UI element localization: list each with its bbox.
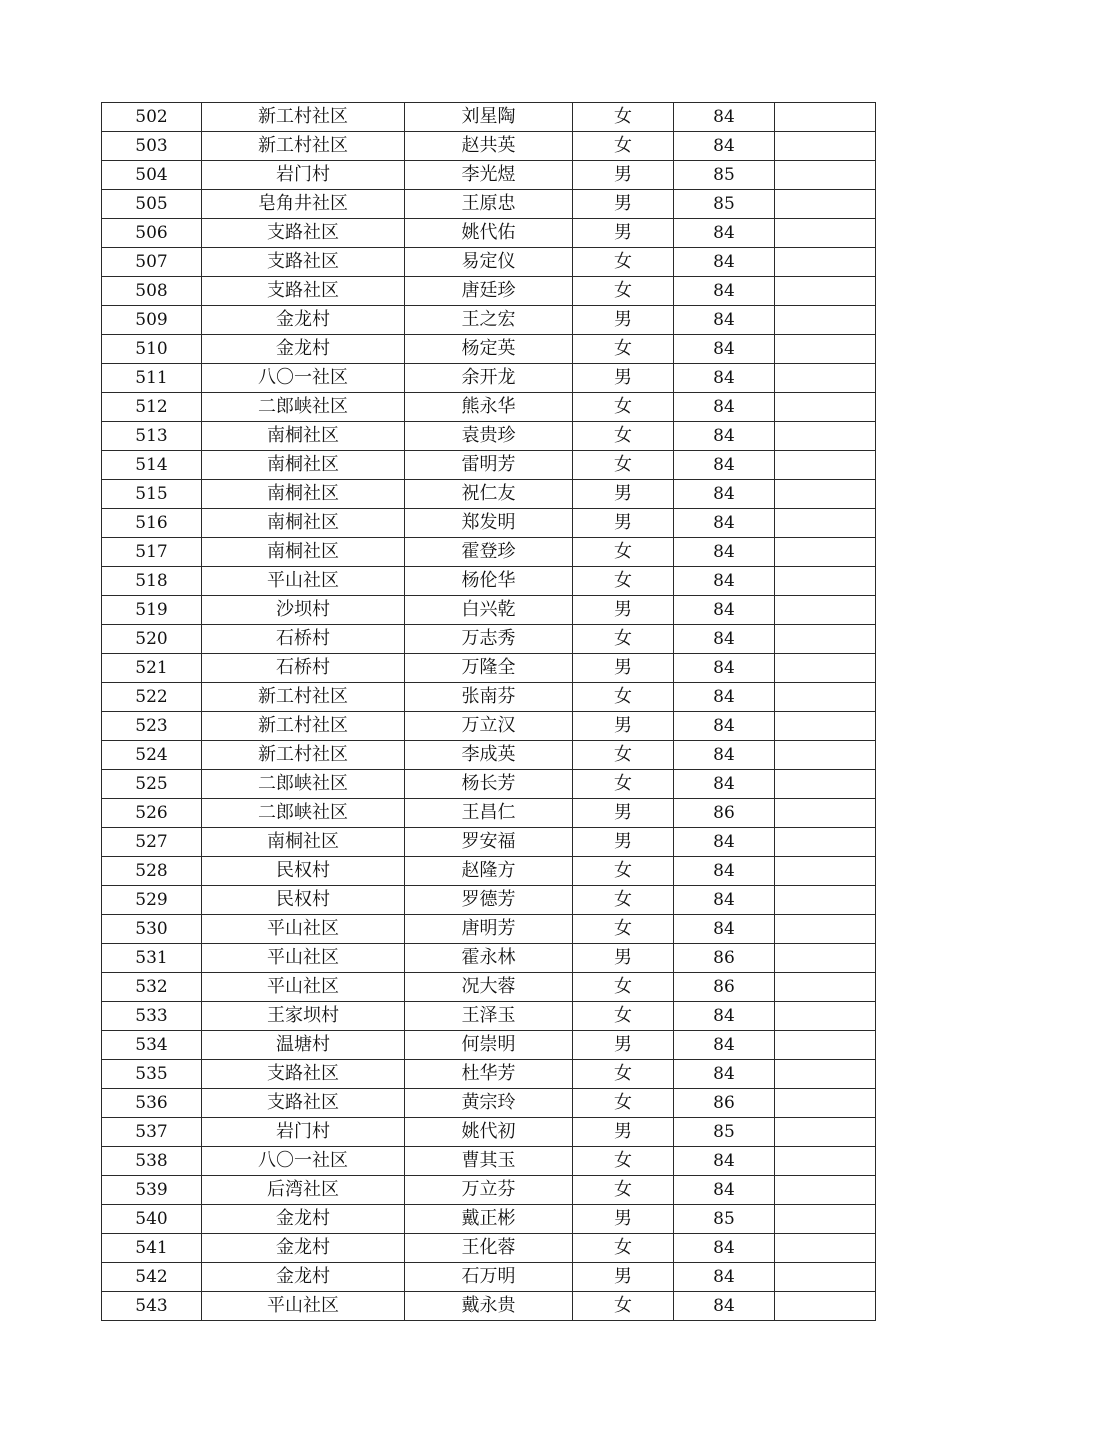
table-row — [102, 1205, 876, 1234]
serial-number-cell: 536 — [102, 1089, 202, 1118]
serial-number-cell: 528 — [102, 857, 202, 886]
gender-cell: 女 — [573, 1292, 674, 1321]
age-cell: 84 — [674, 1263, 775, 1292]
person-name-cell: 石万明 — [405, 1263, 573, 1292]
age-cell: 84 — [674, 480, 775, 509]
gender-cell: 男 — [573, 828, 674, 857]
table-row — [102, 741, 876, 770]
table-row — [102, 770, 876, 799]
community-cell: 新工村社区 — [202, 103, 405, 132]
community-cell: 新工村社区 — [202, 741, 405, 770]
age-cell: 84 — [674, 1234, 775, 1263]
serial-number-cell: 519 — [102, 596, 202, 625]
remarks-cell — [775, 741, 876, 770]
remarks-cell — [775, 132, 876, 161]
person-name-cell: 姚代初 — [405, 1118, 573, 1147]
person-name-cell: 万隆全 — [405, 654, 573, 683]
community-cell: 支路社区 — [202, 1060, 405, 1089]
remarks-cell — [775, 538, 876, 567]
serial-number-cell: 531 — [102, 944, 202, 973]
gender-cell: 女 — [573, 915, 674, 944]
serial-number-cell: 541 — [102, 1234, 202, 1263]
person-name-cell: 袁贵珍 — [405, 422, 573, 451]
person-name-cell: 余开龙 — [405, 364, 573, 393]
person-name-cell: 李光煜 — [405, 161, 573, 190]
table-row — [102, 509, 876, 538]
table-row — [102, 538, 876, 567]
gender-cell: 女 — [573, 393, 674, 422]
remarks-cell — [775, 103, 876, 132]
person-name-cell: 何崇明 — [405, 1031, 573, 1060]
roster-table-body — [102, 103, 876, 1321]
gender-cell: 女 — [573, 886, 674, 915]
remarks-cell — [775, 596, 876, 625]
remarks-cell — [775, 306, 876, 335]
age-cell: 84 — [674, 422, 775, 451]
remarks-cell — [775, 828, 876, 857]
age-cell: 84 — [674, 248, 775, 277]
remarks-cell — [775, 625, 876, 654]
age-cell: 84 — [674, 712, 775, 741]
serial-number-cell: 537 — [102, 1118, 202, 1147]
age-cell: 85 — [674, 1118, 775, 1147]
age-cell: 84 — [674, 1147, 775, 1176]
serial-number-cell: 512 — [102, 393, 202, 422]
age-cell: 84 — [674, 132, 775, 161]
serial-number-cell: 502 — [102, 103, 202, 132]
person-name-cell: 杨伦华 — [405, 567, 573, 596]
age-cell: 84 — [674, 538, 775, 567]
community-cell: 支路社区 — [202, 277, 405, 306]
age-cell: 85 — [674, 190, 775, 219]
remarks-cell — [775, 161, 876, 190]
table-row — [102, 973, 876, 1002]
age-cell: 84 — [674, 277, 775, 306]
gender-cell: 女 — [573, 625, 674, 654]
person-name-cell: 唐廷珍 — [405, 277, 573, 306]
remarks-cell — [775, 1234, 876, 1263]
serial-number-cell: 522 — [102, 683, 202, 712]
person-name-cell: 罗安福 — [405, 828, 573, 857]
serial-number-cell: 523 — [102, 712, 202, 741]
person-name-cell: 白兴乾 — [405, 596, 573, 625]
serial-number-cell: 511 — [102, 364, 202, 393]
age-cell: 84 — [674, 683, 775, 712]
gender-cell: 女 — [573, 1147, 674, 1176]
person-name-cell: 赵共英 — [405, 132, 573, 161]
remarks-cell — [775, 712, 876, 741]
remarks-cell — [775, 364, 876, 393]
table-row — [102, 944, 876, 973]
community-cell: 新工村社区 — [202, 712, 405, 741]
age-cell: 86 — [674, 1089, 775, 1118]
person-name-cell: 戴永贵 — [405, 1292, 573, 1321]
age-cell: 84 — [674, 654, 775, 683]
gender-cell: 男 — [573, 654, 674, 683]
community-cell: 王家坝村 — [202, 1002, 405, 1031]
community-cell: 南桐社区 — [202, 451, 405, 480]
person-name-cell: 万立芬 — [405, 1176, 573, 1205]
person-name-cell: 张南芬 — [405, 683, 573, 712]
gender-cell: 男 — [573, 1118, 674, 1147]
table-row — [102, 306, 876, 335]
community-cell: 民权村 — [202, 886, 405, 915]
community-cell: 沙坝村 — [202, 596, 405, 625]
table-row — [102, 799, 876, 828]
table-row — [102, 393, 876, 422]
age-cell: 84 — [674, 335, 775, 364]
remarks-cell — [775, 799, 876, 828]
gender-cell: 男 — [573, 509, 674, 538]
table-row — [102, 857, 876, 886]
table-row — [102, 1234, 876, 1263]
remarks-cell — [775, 1263, 876, 1292]
community-cell: 平山社区 — [202, 915, 405, 944]
gender-cell: 男 — [573, 306, 674, 335]
remarks-cell — [775, 1147, 876, 1176]
age-cell: 84 — [674, 364, 775, 393]
serial-number-cell: 527 — [102, 828, 202, 857]
age-cell: 84 — [674, 567, 775, 596]
person-name-cell: 杜华芳 — [405, 1060, 573, 1089]
remarks-cell — [775, 1292, 876, 1321]
person-name-cell: 刘星陶 — [405, 103, 573, 132]
person-name-cell: 杨长芳 — [405, 770, 573, 799]
gender-cell: 女 — [573, 277, 674, 306]
serial-number-cell: 538 — [102, 1147, 202, 1176]
age-cell: 86 — [674, 799, 775, 828]
table-row — [102, 828, 876, 857]
community-cell: 皂角井社区 — [202, 190, 405, 219]
gender-cell: 女 — [573, 1089, 674, 1118]
community-cell: 石桥村 — [202, 654, 405, 683]
table-row — [102, 161, 876, 190]
community-cell: 温塘村 — [202, 1031, 405, 1060]
community-cell: 金龙村 — [202, 1205, 405, 1234]
person-name-cell: 李成英 — [405, 741, 573, 770]
person-name-cell: 王昌仁 — [405, 799, 573, 828]
age-cell: 84 — [674, 103, 775, 132]
gender-cell: 女 — [573, 857, 674, 886]
table-row — [102, 915, 876, 944]
community-cell: 平山社区 — [202, 567, 405, 596]
serial-number-cell: 513 — [102, 422, 202, 451]
gender-cell: 女 — [573, 451, 674, 480]
serial-number-cell: 526 — [102, 799, 202, 828]
person-name-cell: 罗德芳 — [405, 886, 573, 915]
person-name-cell: 唐明芳 — [405, 915, 573, 944]
gender-cell: 男 — [573, 1263, 674, 1292]
person-name-cell: 姚代佑 — [405, 219, 573, 248]
table-row — [102, 886, 876, 915]
age-cell: 84 — [674, 1060, 775, 1089]
table-row — [102, 596, 876, 625]
community-cell: 南桐社区 — [202, 422, 405, 451]
community-cell: 岩门村 — [202, 161, 405, 190]
age-cell: 84 — [674, 509, 775, 538]
community-cell: 二郎峡社区 — [202, 799, 405, 828]
community-cell: 平山社区 — [202, 1292, 405, 1321]
remarks-cell — [775, 277, 876, 306]
serial-number-cell: 540 — [102, 1205, 202, 1234]
remarks-cell — [775, 451, 876, 480]
remarks-cell — [775, 393, 876, 422]
community-cell: 二郎峡社区 — [202, 770, 405, 799]
serial-number-cell: 509 — [102, 306, 202, 335]
age-cell: 84 — [674, 886, 775, 915]
serial-number-cell: 520 — [102, 625, 202, 654]
person-name-cell: 雷明芳 — [405, 451, 573, 480]
person-name-cell: 黄宗玲 — [405, 1089, 573, 1118]
serial-number-cell: 525 — [102, 770, 202, 799]
community-cell: 南桐社区 — [202, 828, 405, 857]
community-cell: 支路社区 — [202, 248, 405, 277]
serial-number-cell: 508 — [102, 277, 202, 306]
table-row — [102, 1060, 876, 1089]
serial-number-cell: 504 — [102, 161, 202, 190]
serial-number-cell: 505 — [102, 190, 202, 219]
community-cell: 南桐社区 — [202, 509, 405, 538]
gender-cell: 女 — [573, 103, 674, 132]
serial-number-cell: 506 — [102, 219, 202, 248]
remarks-cell — [775, 1031, 876, 1060]
remarks-cell — [775, 1205, 876, 1234]
gender-cell: 男 — [573, 1031, 674, 1060]
serial-number-cell: 533 — [102, 1002, 202, 1031]
table-row — [102, 1002, 876, 1031]
person-name-cell: 熊永华 — [405, 393, 573, 422]
remarks-cell — [775, 1118, 876, 1147]
age-cell: 84 — [674, 306, 775, 335]
table-row — [102, 277, 876, 306]
remarks-cell — [775, 1060, 876, 1089]
table-row — [102, 1147, 876, 1176]
community-cell: 金龙村 — [202, 306, 405, 335]
table-row — [102, 1263, 876, 1292]
table-row — [102, 683, 876, 712]
serial-number-cell: 514 — [102, 451, 202, 480]
community-cell: 二郎峡社区 — [202, 393, 405, 422]
table-row — [102, 190, 876, 219]
gender-cell: 女 — [573, 335, 674, 364]
table-row — [102, 1118, 876, 1147]
gender-cell: 女 — [573, 248, 674, 277]
remarks-cell — [775, 248, 876, 277]
gender-cell: 男 — [573, 190, 674, 219]
gender-cell: 女 — [573, 422, 674, 451]
remarks-cell — [775, 654, 876, 683]
community-cell: 南桐社区 — [202, 538, 405, 567]
serial-number-cell: 507 — [102, 248, 202, 277]
community-cell: 平山社区 — [202, 973, 405, 1002]
community-cell: 金龙村 — [202, 335, 405, 364]
community-cell: 新工村社区 — [202, 132, 405, 161]
serial-number-cell: 518 — [102, 567, 202, 596]
serial-number-cell: 521 — [102, 654, 202, 683]
gender-cell: 女 — [573, 567, 674, 596]
remarks-cell — [775, 683, 876, 712]
person-name-cell: 万立汉 — [405, 712, 573, 741]
table-row — [102, 1176, 876, 1205]
remarks-cell — [775, 567, 876, 596]
gender-cell: 女 — [573, 1176, 674, 1205]
serial-number-cell: 516 — [102, 509, 202, 538]
person-name-cell: 霍永林 — [405, 944, 573, 973]
remarks-cell — [775, 944, 876, 973]
serial-number-cell: 542 — [102, 1263, 202, 1292]
age-cell: 84 — [674, 1002, 775, 1031]
gender-cell: 女 — [573, 1234, 674, 1263]
age-cell: 84 — [674, 596, 775, 625]
person-name-cell: 况大蓉 — [405, 973, 573, 1002]
gender-cell: 男 — [573, 364, 674, 393]
remarks-cell — [775, 422, 876, 451]
table-row — [102, 335, 876, 364]
serial-number-cell: 517 — [102, 538, 202, 567]
remarks-cell — [775, 480, 876, 509]
serial-number-cell: 515 — [102, 480, 202, 509]
age-cell: 84 — [674, 770, 775, 799]
gender-cell: 男 — [573, 712, 674, 741]
roster-table — [101, 102, 876, 1321]
age-cell: 85 — [674, 1205, 775, 1234]
table-row — [102, 422, 876, 451]
table-row — [102, 1089, 876, 1118]
person-name-cell: 王泽玉 — [405, 1002, 573, 1031]
gender-cell: 男 — [573, 161, 674, 190]
age-cell: 84 — [674, 857, 775, 886]
community-cell: 后湾社区 — [202, 1176, 405, 1205]
community-cell: 金龙村 — [202, 1234, 405, 1263]
person-name-cell: 王原忠 — [405, 190, 573, 219]
table-row — [102, 364, 876, 393]
table-row — [102, 451, 876, 480]
gender-cell: 女 — [573, 683, 674, 712]
serial-number-cell: 524 — [102, 741, 202, 770]
remarks-cell — [775, 509, 876, 538]
remarks-cell — [775, 857, 876, 886]
age-cell: 84 — [674, 1176, 775, 1205]
remarks-cell — [775, 886, 876, 915]
age-cell: 84 — [674, 828, 775, 857]
gender-cell: 男 — [573, 219, 674, 248]
age-cell: 84 — [674, 625, 775, 654]
remarks-cell — [775, 219, 876, 248]
age-cell: 84 — [674, 219, 775, 248]
table-row — [102, 654, 876, 683]
age-cell: 84 — [674, 915, 775, 944]
gender-cell: 男 — [573, 799, 674, 828]
serial-number-cell: 535 — [102, 1060, 202, 1089]
gender-cell: 女 — [573, 741, 674, 770]
person-name-cell: 易定仪 — [405, 248, 573, 277]
remarks-cell — [775, 973, 876, 1002]
serial-number-cell: 503 — [102, 132, 202, 161]
table-row — [102, 1292, 876, 1321]
community-cell: 支路社区 — [202, 1089, 405, 1118]
table-row — [102, 103, 876, 132]
community-cell: 支路社区 — [202, 219, 405, 248]
table-row — [102, 1031, 876, 1060]
serial-number-cell: 534 — [102, 1031, 202, 1060]
serial-number-cell: 529 — [102, 886, 202, 915]
person-name-cell: 郑发明 — [405, 509, 573, 538]
person-name-cell: 杨定英 — [405, 335, 573, 364]
community-cell: 平山社区 — [202, 944, 405, 973]
person-name-cell: 戴正彬 — [405, 1205, 573, 1234]
age-cell: 84 — [674, 1031, 775, 1060]
serial-number-cell: 543 — [102, 1292, 202, 1321]
community-cell: 石桥村 — [202, 625, 405, 654]
community-cell: 民权村 — [202, 857, 405, 886]
table-row — [102, 480, 876, 509]
person-name-cell: 赵隆方 — [405, 857, 573, 886]
table-row — [102, 712, 876, 741]
community-cell: 岩门村 — [202, 1118, 405, 1147]
gender-cell: 女 — [573, 1060, 674, 1089]
gender-cell: 男 — [573, 596, 674, 625]
age-cell: 84 — [674, 1292, 775, 1321]
person-name-cell: 祝仁友 — [405, 480, 573, 509]
table-row — [102, 567, 876, 596]
age-cell: 84 — [674, 393, 775, 422]
gender-cell: 女 — [573, 973, 674, 1002]
age-cell: 85 — [674, 161, 775, 190]
community-cell: 南桐社区 — [202, 480, 405, 509]
community-cell: 金龙村 — [202, 1263, 405, 1292]
serial-number-cell: 530 — [102, 915, 202, 944]
remarks-cell — [775, 190, 876, 219]
community-cell: 八〇一社区 — [202, 1147, 405, 1176]
serial-number-cell: 510 — [102, 335, 202, 364]
table-row — [102, 132, 876, 161]
table-row — [102, 219, 876, 248]
age-cell: 84 — [674, 451, 775, 480]
age-cell: 86 — [674, 944, 775, 973]
community-cell: 新工村社区 — [202, 683, 405, 712]
remarks-cell — [775, 915, 876, 944]
person-name-cell: 万志秀 — [405, 625, 573, 654]
person-name-cell: 王化蓉 — [405, 1234, 573, 1263]
remarks-cell — [775, 770, 876, 799]
gender-cell: 女 — [573, 132, 674, 161]
gender-cell: 男 — [573, 944, 674, 973]
gender-cell: 女 — [573, 770, 674, 799]
table-row — [102, 248, 876, 277]
remarks-cell — [775, 1176, 876, 1205]
age-cell: 84 — [674, 741, 775, 770]
remarks-cell — [775, 1089, 876, 1118]
age-cell: 86 — [674, 973, 775, 1002]
serial-number-cell: 539 — [102, 1176, 202, 1205]
gender-cell: 男 — [573, 1205, 674, 1234]
table-row — [102, 625, 876, 654]
remarks-cell — [775, 1002, 876, 1031]
community-cell: 八〇一社区 — [202, 364, 405, 393]
gender-cell: 男 — [573, 480, 674, 509]
person-name-cell: 曹其玉 — [405, 1147, 573, 1176]
person-name-cell: 王之宏 — [405, 306, 573, 335]
remarks-cell — [775, 335, 876, 364]
gender-cell: 女 — [573, 1002, 674, 1031]
serial-number-cell: 532 — [102, 973, 202, 1002]
gender-cell: 女 — [573, 538, 674, 567]
person-name-cell: 霍登珍 — [405, 538, 573, 567]
